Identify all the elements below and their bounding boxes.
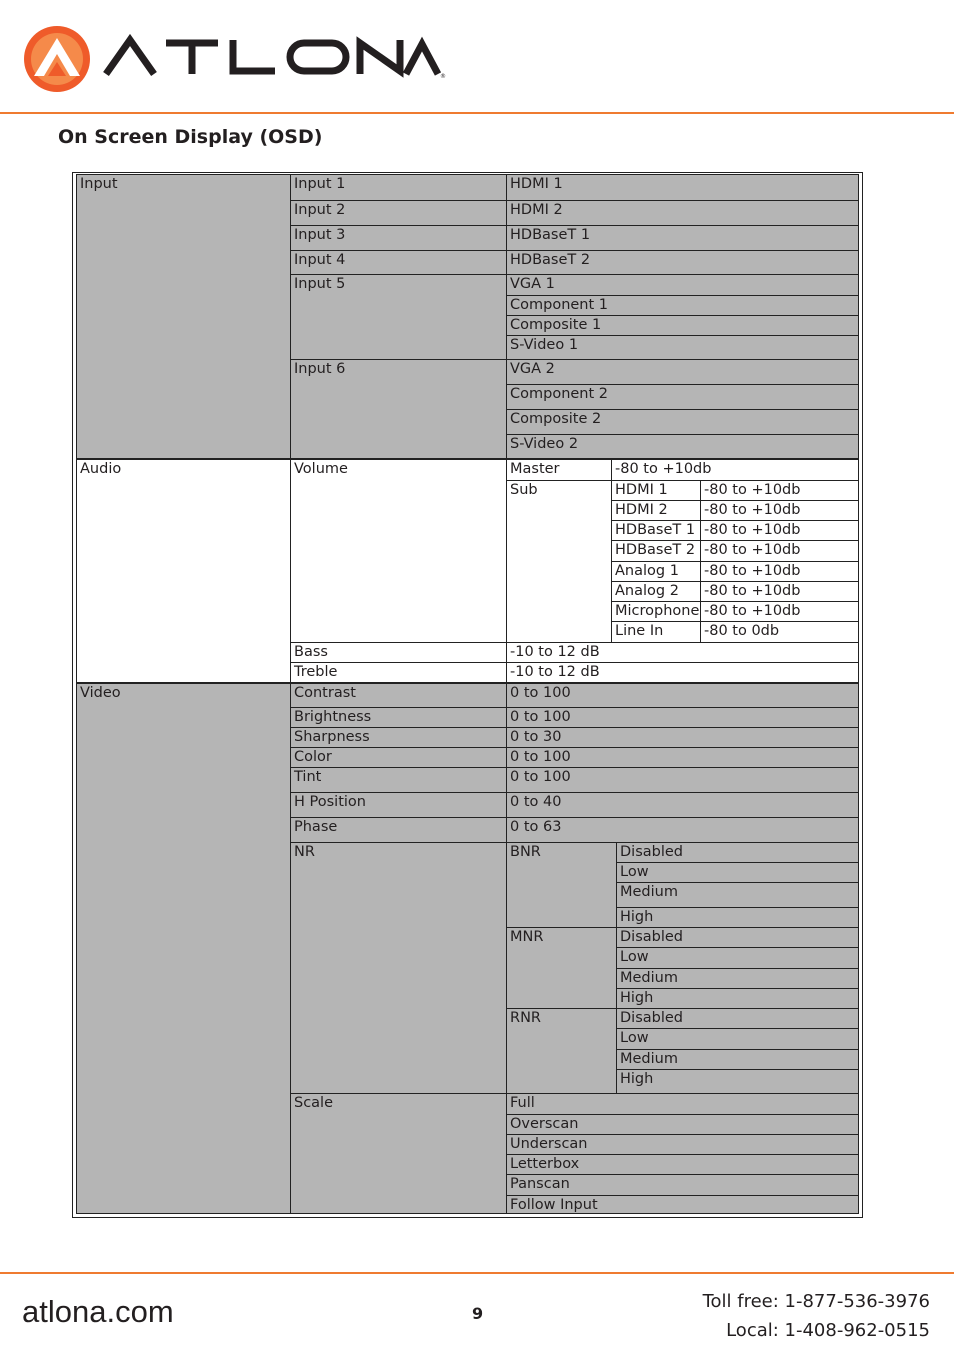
osd-sub-source: HDMI 2 [611,500,701,521]
osd-nr-level: Low [616,947,859,969]
osd-sub-range: -80 to +10db [700,480,859,501]
osd-input-value: Component 2 [506,384,859,410]
osd-scale-option: Panscan [506,1174,859,1196]
page-number: 9 [472,1304,484,1323]
osd-sub-range: -80 to +10db [700,601,859,622]
osd-input-value: Component 1 [506,295,859,316]
osd-video-row: Sharpness [290,727,507,748]
website-link[interactable]: atlona.com [22,1294,174,1329]
osd-sub-source: Analog 2 [611,581,701,602]
osd-sub-label: Sub [506,480,612,643]
osd-nr-level: Disabled [616,842,859,863]
osd-scale-label: Scale [290,1093,507,1214]
osd-master-range: -80 to +10db [611,459,859,481]
osd-nr-group: BNR [506,842,617,928]
osd-video-category: Video [76,683,291,1214]
osd-nr-level: High [616,1069,859,1094]
osd-video-range: 0 to 100 [506,707,859,728]
osd-video-row: Phase [290,817,507,843]
osd-input-value: Composite 1 [506,315,859,336]
osd-sub-range: -80 to +10db [700,500,859,521]
osd-input-value: S-Video 2 [506,434,859,459]
local-number: Local: 1-408-962-0515 [726,1320,930,1341]
osd-sub-source: HDBaseT 1 [611,520,701,541]
osd-nr-level: High [616,988,859,1009]
osd-volume-label: Volume [290,459,507,643]
osd-sub-source: HDMI 1 [611,480,701,501]
osd-treble-range: -10 to 12 dB [506,662,859,683]
osd-nr-level: Disabled [616,1008,859,1029]
osd-sub-source: Line In [611,621,701,643]
osd-scale-option: Full [506,1093,859,1115]
osd-input-value: HDMI 2 [506,200,859,226]
osd-video-range: 0 to 63 [506,817,859,843]
osd-scale-option: Overscan [506,1114,859,1135]
osd-video-row: Brightness [290,707,507,728]
atlona-logo-icon [22,24,92,94]
osd-input-row: Input 1 [290,174,507,201]
osd-video-range: 0 to 100 [506,683,859,708]
osd-input-value: S-Video 1 [506,335,859,360]
osd-nr-group: MNR [506,927,617,1009]
osd-input-category: Input [76,174,291,459]
osd-nr-level: Low [616,862,859,883]
osd-input-value: HDBaseT 2 [506,250,859,275]
osd-nr-label: NR [290,842,507,1094]
osd-sub-range: -80 to +10db [700,520,859,541]
osd-input-value: VGA 1 [506,274,859,296]
osd-nr-level: Medium [616,1049,859,1070]
contact-info [703,1287,930,1345]
osd-input-value: HDBaseT 1 [506,225,859,251]
osd-video-row: H Position [290,792,507,818]
osd-bass-range: -10 to 12 dB [506,642,859,663]
osd-audio-category: Audio [76,459,291,683]
osd-nr-level: Medium [616,968,859,989]
osd-video-row: Tint [290,767,507,793]
osd-input-row: Input 4 [290,250,507,275]
osd-treble-label: Treble [290,662,507,683]
toll-free-number: Toll free: 1-877-536-3976 [702,1291,930,1312]
osd-video-range: 0 to 100 [506,767,859,793]
osd-input-row: Input 6 [290,359,507,459]
osd-nr-level: Medium [616,882,859,908]
osd-scale-option: Follow Input [506,1195,859,1214]
osd-input-value: Composite 2 [506,409,859,435]
osd-sub-range: -80 to +10db [700,561,859,582]
osd-master-label: Master [506,459,612,481]
osd-video-row: Contrast [290,683,507,708]
osd-scale-option: Letterbox [506,1154,859,1175]
osd-scale-option: Underscan [506,1134,859,1155]
osd-input-row: Input 3 [290,225,507,251]
osd-input-row: Input 2 [290,200,507,226]
page-title: On Screen Display (OSD) [58,126,323,148]
footer-divider [0,1272,954,1274]
osd-nr-level: Low [616,1028,859,1050]
osd-nr-level: Disabled [616,927,859,948]
osd-sub-source: Microphone [611,601,701,622]
osd-input-row: Input 5 [290,274,507,360]
osd-nr-level: High [616,907,859,928]
osd-sub-range: -80 to +10db [700,540,859,562]
osd-bass-label: Bass [290,642,507,663]
atlona-wordmark [100,30,445,80]
osd-sub-range: -80 to +10db [700,581,859,602]
osd-input-value: VGA 2 [506,359,859,385]
osd-video-range: 0 to 40 [506,792,859,818]
header-divider [0,112,954,114]
osd-sub-range: -80 to 0db [700,621,859,643]
osd-input-value: HDMI 1 [506,174,859,201]
osd-sub-source: Analog 1 [611,561,701,582]
osd-nr-group: RNR [506,1008,617,1094]
osd-sub-source: HDBaseT 2 [611,540,701,562]
svg-text:®: ® [440,73,446,80]
osd-video-row: Color [290,747,507,768]
osd-video-range: 0 to 100 [506,747,859,768]
osd-video-range: 0 to 30 [506,727,859,748]
